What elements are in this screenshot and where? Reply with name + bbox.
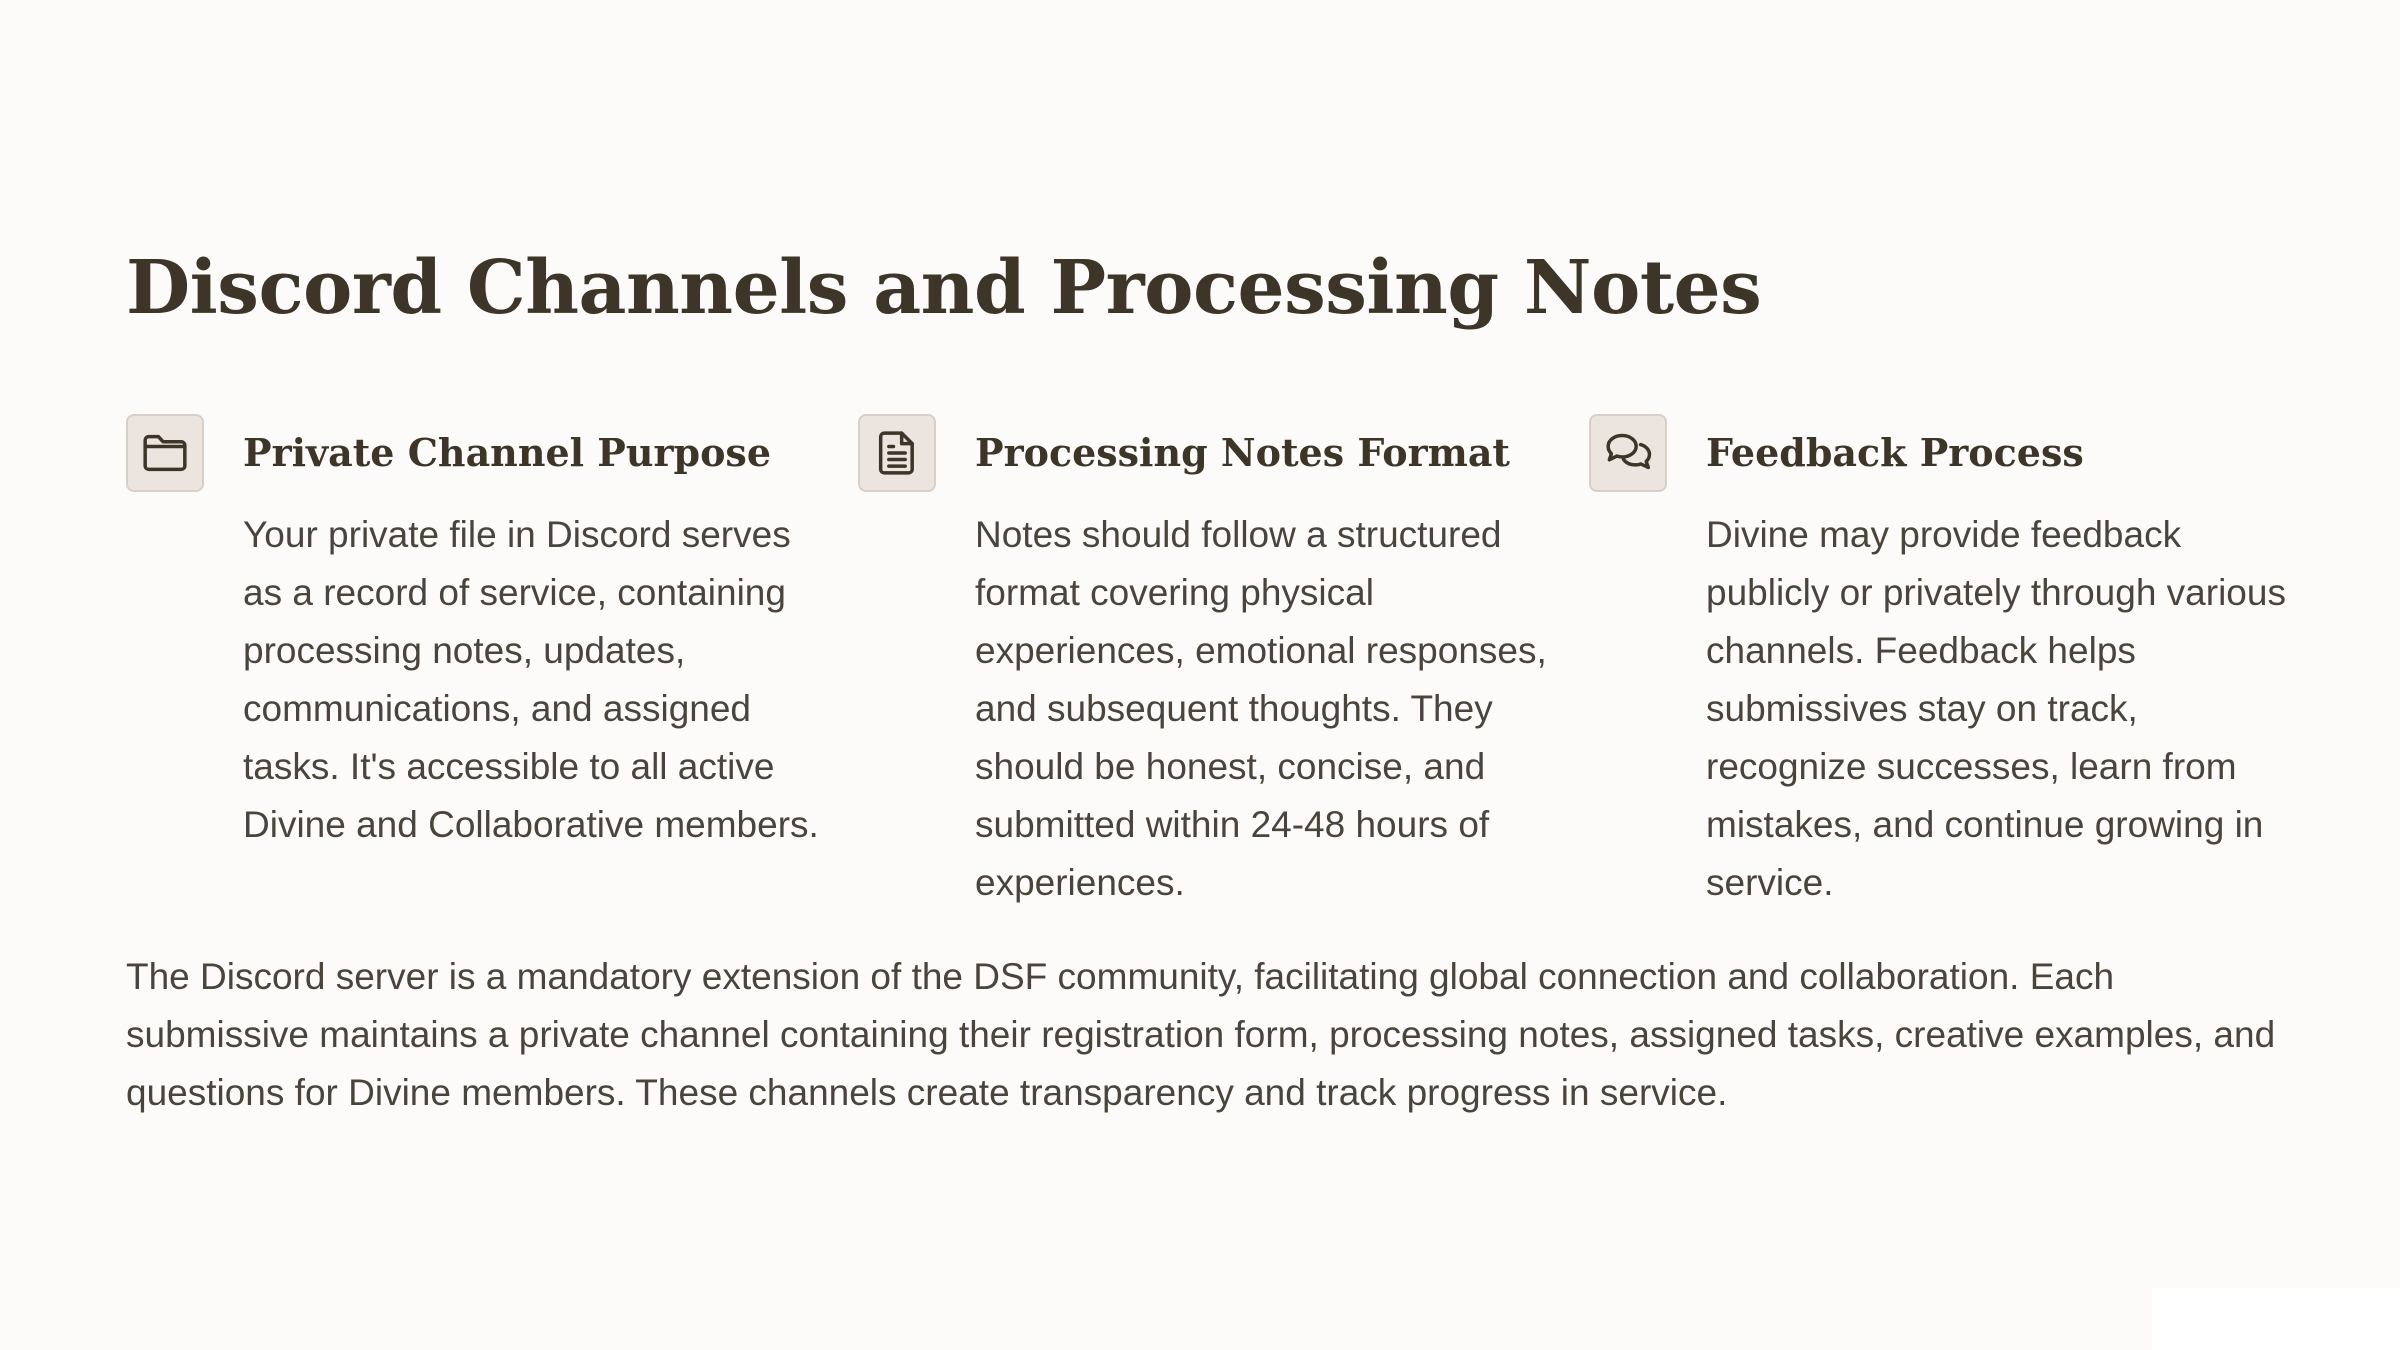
folder-icon [126, 414, 204, 492]
card-private-channel-purpose [126, 414, 846, 914]
card-title: Processing Notes Format [975, 430, 1510, 475]
slide-title: Discord Channels and Processing Notes [126, 245, 1762, 331]
chat-bubbles-icon [1589, 414, 1667, 492]
card-body: Divine may provide feedback publicly or privately through various channels. Feedback helps submissives stay on track, recognize successes, learn from mistakes, and continue growing in service. [1706, 514, 2286, 903]
feature-cards [126, 414, 2286, 914]
summary-paragraph: The Discord server is a mandatory extension of the DSF community, facilitating global connection and collaboration. Each submissive maintains a private channel containing their registration form, processing notes, assigned tasks, creative examples, and questions for Divine members. These channels create transparency and track progress in service. [126, 956, 2276, 1113]
document-icon [858, 414, 936, 492]
card-title: Feedback Process [1706, 430, 2084, 475]
card-title: Private Channel Purpose [243, 430, 771, 475]
card-processing-notes-format [858, 414, 1578, 914]
card-body: Your private file in Discord serves as a record of service, containing processing notes, updates, communications, and assigned tasks. It's accessible to all active Divine and Collaborative members. [243, 514, 819, 845]
card-feedback-process [1589, 414, 2309, 914]
corner-patch [2152, 1288, 2400, 1350]
card-body: Notes should follow a structured format covering physical experiences, emotional responses, and subsequent thoughts. They should be honest, concise, and submitted within 24-48 hours of experiences. [975, 514, 1547, 903]
